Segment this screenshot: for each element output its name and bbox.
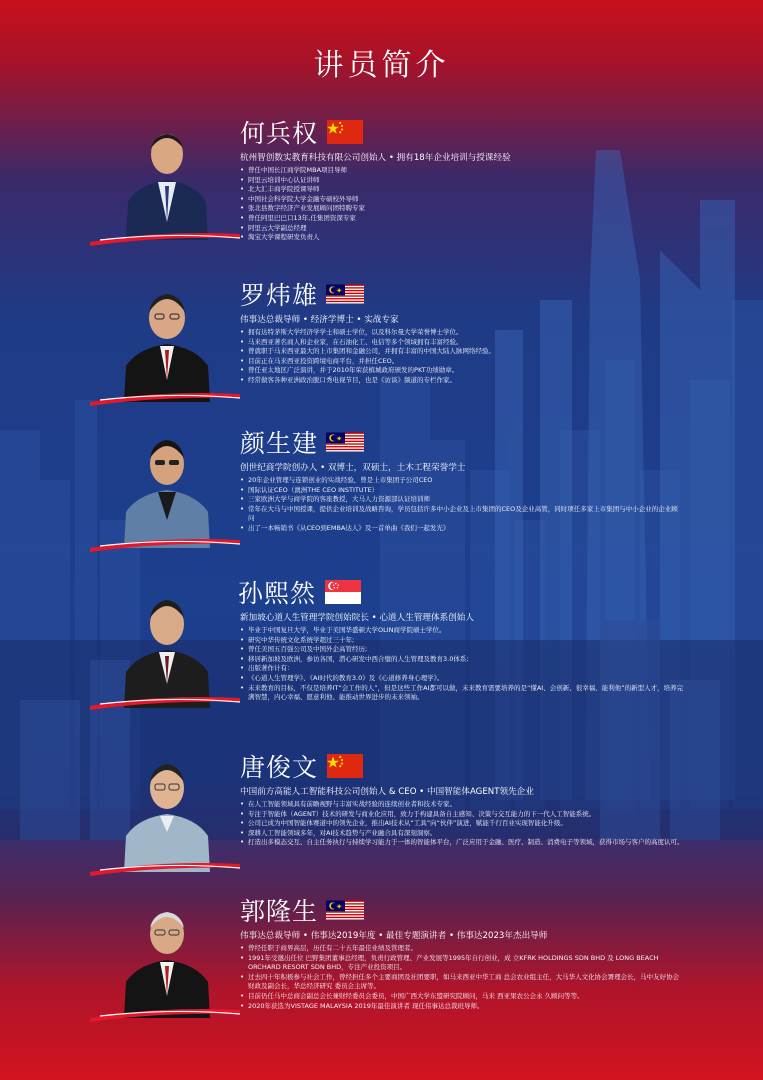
speaker-photo <box>118 430 216 548</box>
swoosh-decoration <box>90 694 240 710</box>
bullet-item: • 20年企业管理与连锁创业的实战经验，曾是上市集团子公司CEO <box>238 476 684 486</box>
speaker-subtitle: 中国前方高能人工智能科技公司创始人 & CEO • 中国智能体AGENT领先企业 <box>240 787 534 797</box>
bullet-item: • 未来教育的目标，不仅是培养IT“会工作的人”，但是这些工作AI都可以做，未来教育需要培养的是“懂AI、会创新、很幸福、能利他”的新型人才，培养完满智慧，内心幸福、愿意利他、能推动世界进步的未来领袖。 <box>238 684 684 703</box>
bullet-item: • 曾任中国长江商学院MBA项目导师 <box>238 166 684 176</box>
bullet-item: • 曾任美国五百强公司及中国外企高管经历; <box>238 645 684 655</box>
speaker-bullets <box>238 476 684 534</box>
speaker-bullets <box>238 166 684 243</box>
name-row <box>240 750 364 782</box>
bullet-item: • 北大汇丰商学院授课导师 <box>238 185 684 195</box>
page-title: 讲员简介 <box>313 48 450 83</box>
bullet-item: • 1991年受邀出任位 巴野集团董事总经理，负责行政管理、产业发展等1995年自行创业，成 立KFRK HOLDINGS SDN BHD 及 LONG BEACH ORCHARD RESORT SDN BHD，专注产业投资项目。 <box>238 954 684 973</box>
speaker-name: 孙熙然 <box>238 579 317 608</box>
speaker-photo <box>118 284 216 402</box>
bullet-item: • 在人工智能领域具有前瞻视野与丰富实战经验的连续创业者和技术专家。 <box>238 800 684 810</box>
bullet-item: • 曾就职于马来西亚最大的上市集团和金融公司，并拥有丰富的中国大陆人脉网络经验。 <box>238 347 684 357</box>
name-row <box>240 426 364 458</box>
swoosh-decoration <box>90 230 240 246</box>
bullet-item: • 张北县数字经济产业发展顾问团特聘专家 <box>238 204 684 214</box>
bullet-item: • 公司已成为中国智能体赛道中的领先企业，推出AI技术从“工具”向“伙伴”演进，赋能千行百业实现智能化升级。 <box>238 819 684 829</box>
swoosh-decoration <box>90 536 240 552</box>
bullet-item: • 毕业于中国复旦大学，毕业于美国华盛顿大学OLIN商学院硕士学位。 <box>238 626 684 636</box>
speaker-photo <box>118 122 216 240</box>
malaysia-flag-icon <box>326 898 364 922</box>
bullet-item: • 研究中华传统文化系统学超过三十年; <box>238 636 684 646</box>
bullet-item: • 移居新加坡及欧洲，参访各国，潜心研发中西合璧的人生管理及教育3.0体系; <box>238 655 684 665</box>
speaker-photo <box>118 754 216 872</box>
speaker-subtitle: 新加坡心道人生管理学院创始院长 • 心道人生管理体系创始人 <box>240 613 474 623</box>
bullet-item: • 阿里云培训中心认证讲师 <box>238 176 684 186</box>
speaker-bullets <box>238 626 684 703</box>
bullet-item: • 目前仍任马中总商会副总会长兼财经委员会委员，中国广西大学东盟研究院顾问，马来 西亚果农公会永 久顾问等等。 <box>238 992 684 1002</box>
speaker-name: 唐俊文 <box>240 753 319 782</box>
bullet-item: • 常年在大马与中国授课，提供企业培训及战略咨询，学员包括许多中小企业及上市集团的CEO及企业高管，同时项任多家上市集团与中小企业的企业顾问 <box>238 505 684 524</box>
bullet-item: • 《心道人生管理学》、《AI时代的教育3.0》及《心道修养身心理学》。 <box>238 674 684 684</box>
name-row <box>240 278 364 310</box>
swoosh-decoration <box>90 860 240 876</box>
bullet-item: • 马来西亚著名商人和企业家，在石油化工、电信等多个领域拥有丰富经验。 <box>238 338 684 348</box>
speaker-subtitle: 伟事达总裁导师 • 经济学博士 • 实战专家 <box>240 315 399 325</box>
china-flag-icon <box>326 754 364 778</box>
bullet-item: • 出了一本畅销书《从CEO到EMBA达人》及一首单曲《我们一起发光》 <box>238 524 684 534</box>
speaker-name: 郭隆生 <box>240 897 319 926</box>
bullet-item: • 淘宝大学课程研发负责人 <box>238 233 684 243</box>
speaker-bullets <box>238 328 684 386</box>
name-row <box>240 894 364 926</box>
bullet-item: • 阿里云大学副总经理 <box>238 224 684 234</box>
name-row <box>238 576 362 608</box>
bullet-item: • 曾经任职于商界高层，历任有二十五年最佳业绩及管理者。 <box>238 944 684 954</box>
malaysia-flag-icon <box>326 430 364 454</box>
speaker-photo <box>118 590 216 708</box>
speaker-subtitle: 创世纪商学院创办人 • 双博士，双硕士，土木工程荣誉学士 <box>240 463 466 473</box>
malaysia-flag-icon <box>326 282 364 306</box>
bullet-item: • 国际认证CEO（澳洲THE CEO INSTITUTE） <box>238 486 684 496</box>
speaker-name: 颜生建 <box>240 429 319 458</box>
bullet-item: • 中国社会科学院大学金融专硕校外导师 <box>238 195 684 205</box>
bullet-item: • 目前正在马来西亚投资跨境电商平台，并担任CEO。 <box>238 357 684 367</box>
china-flag-icon <box>326 120 364 144</box>
speaker-photo <box>118 900 216 1018</box>
name-row <box>240 116 364 148</box>
bullet-item: • 专注于智能体（AGENT）技术的研发与商业化应用，致力于构建具备自主感知、决策与交互能力的下一代人工智能系统。 <box>238 810 684 820</box>
bullet-item: • 曾任阿里巴巴口13年,任集团资深专家 <box>238 214 684 224</box>
bullet-item: • 经常做客各种亚洲政治脱口秀电视节目，也是《访谈》频道的专栏作家。 <box>238 376 684 386</box>
bullet-item: • 三家欧洲大学与商学院的客座教授，大马人力资源部认证培训师 <box>238 495 684 505</box>
swoosh-decoration <box>90 1006 240 1022</box>
singapore-flag-icon <box>324 580 362 604</box>
speaker-subtitle: 伟事达总裁导师 • 伟事达2019年度 • 最佳专题演讲者 • 伟事达2023年杰出导师 <box>240 931 548 941</box>
speaker-subtitle: 杭州智创数实教育科技有限公司创始人 • 拥有18年企业培训与授课经验 <box>240 153 511 163</box>
speaker-bullets <box>238 944 684 1011</box>
bullet-item: • 出版著作计有： <box>238 664 684 674</box>
bullet-item: • 深耕人工智能领域多年，对AI技术趋势与产业融合具有深刻洞察。 <box>238 829 684 839</box>
bullet-item: • 曾任亚太地区广泛演讲，并于2010年荣获槟城政府颁发的PKT功绩勋章。 <box>238 366 684 376</box>
speaker-bullets <box>238 800 684 848</box>
speaker-name: 何兵权 <box>240 119 319 148</box>
swoosh-decoration <box>90 390 240 406</box>
speaker-name: 罗炜雄 <box>240 281 319 310</box>
bullet-item: • 过去四十年积极参与社会工作，曾经担任多个主要商团及社团要职，如马来西亚中华工商 总会农业组主任，大马华人文化协会署理会长，马中友好协会财政及副会长，华总经济研究 委员会主席等。 <box>238 973 684 992</box>
bullet-item: • 拥有达特茅斯大学经济学学士和硕士学位，以及科尔曼大学荣誉博士学位。 <box>238 328 684 338</box>
bullet-item: • 2020年获选为VISTAGE MALAYSIA 2019年最佳演讲者 现任伟事达总裁班导师。 <box>238 1002 684 1012</box>
bullet-item: • 打造出多模态交互、自主任务执行与持续学习能力于一体的智能体平台，广泛应用于金融、医疗、制造、消费电子等领域，获得市场与客户的高度认可。 <box>238 838 684 848</box>
